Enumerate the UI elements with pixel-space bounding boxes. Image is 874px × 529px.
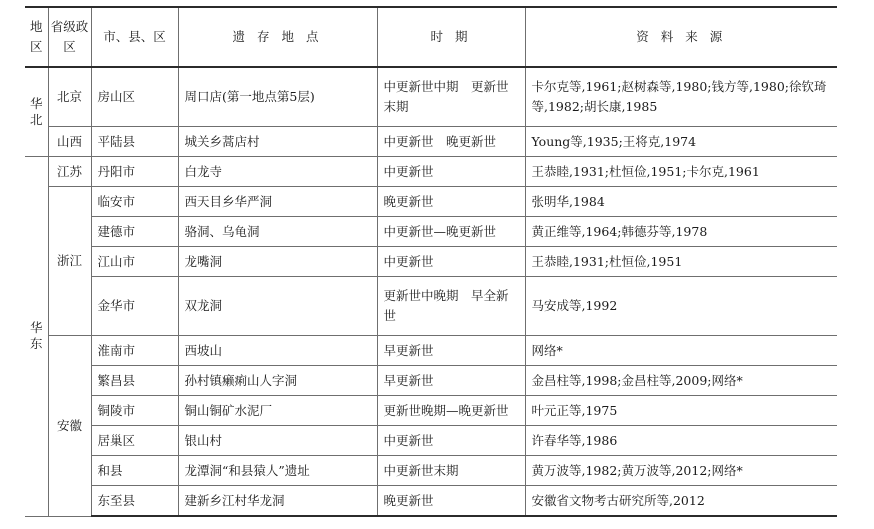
region-cell-north: 华北 [25,67,48,157]
table-row [25,456,837,486]
source-cell: Young等,1935;王将克,1974 [525,127,837,157]
table-row [25,127,837,157]
header-period: 时 期 [377,7,525,67]
province-cell-jiangsu: 江苏 [48,157,91,187]
source-cell: 张明华,1984 [525,187,837,217]
region-cell-east: 华东 [25,157,48,517]
period-cell: 中更新世 [377,247,525,277]
county-cell: 淮南市 [91,336,178,366]
province-cell-zhejiang: 浙江 [48,187,91,336]
source-cell: 安徽省文物考古研究所等,2012 [525,486,837,517]
province-cell-beijing: 北京 [48,67,91,127]
period-cell: 中更新世 晚更新世 [377,127,525,157]
site-cell: 双龙洞 [178,277,377,336]
site-cell: 西坡山 [178,336,377,366]
table-row [25,366,837,396]
table-row [25,157,837,187]
table-row [25,187,837,217]
province-cell-shanxi: 山西 [48,127,91,157]
source-cell: 许春华等,1986 [525,426,837,456]
table-row [25,247,837,277]
header-source: 资 料 来 源 [525,7,837,67]
period-cell: 晚更新世 [377,486,525,517]
table-row [25,336,837,366]
fossil-sites-table [25,6,837,517]
period-cell: 更新世晚期—晚更新世 [377,396,525,426]
site-cell: 银山村 [178,426,377,456]
county-cell: 东至县 [91,486,178,517]
table-row [25,67,837,127]
table-row [25,426,837,456]
header-province: 省级政区 [48,7,91,67]
source-cell: 黄正维等,1964;韩德芬等,1978 [525,217,837,247]
source-cell: 叶元正等,1975 [525,396,837,426]
county-cell: 居巢区 [91,426,178,456]
county-cell: 建德市 [91,217,178,247]
table-body [25,67,837,516]
county-cell: 繁昌县 [91,366,178,396]
period-cell: 早更新世 [377,336,525,366]
source-cell: 王恭睦,1931;杜恒俭,1951;卡尔克,1961 [525,157,837,187]
table-row [25,396,837,426]
source-cell: 王恭睦,1931;杜恒俭,1951 [525,247,837,277]
site-cell: 铜山铜矿水泥厂 [178,396,377,426]
table-row [25,217,837,247]
county-cell: 铜陵市 [91,396,178,426]
table-row [25,486,837,517]
source-cell: 马安成等,1992 [525,277,837,336]
county-cell: 房山区 [91,67,178,127]
header-region: 地区 [25,7,48,67]
period-cell: 早更新世 [377,366,525,396]
province-cell-anhui: 安徽 [48,336,91,517]
header-site: 遗 存 地 点 [178,7,377,67]
table-header [25,7,837,67]
site-cell: 城关乡蒿店村 [178,127,377,157]
period-cell: 中更新世末期 [377,456,525,486]
site-cell: 孙村镇癞痢山人字洞 [178,366,377,396]
period-cell: 中更新世中期 更新世末期 [377,67,525,127]
period-cell: 中更新世 [377,426,525,456]
source-cell: 卡尔克等,1961;赵树森等,1980;钱方等,1980;徐钦琦等,1982;胡长康,1985 [525,67,837,127]
period-cell: 中更新世—晚更新世 [377,217,525,247]
period-cell: 更新世中晚期 早全新世 [377,277,525,336]
site-cell: 龙潭洞“和县猿人”遗址 [178,456,377,486]
site-cell: 龙嘴洞 [178,247,377,277]
period-cell: 晚更新世 [377,187,525,217]
county-cell: 和县 [91,456,178,486]
source-cell: 黄万波等,1982;黄万波等,2012;网络* [525,456,837,486]
county-cell: 平陆县 [91,127,178,157]
source-cell: 金昌柱等,1998;金昌柱等,2009;网络* [525,366,837,396]
site-cell: 周口店(第一地点第5层) [178,67,377,127]
period-cell: 中更新世 [377,157,525,187]
site-cell: 建新乡江村华龙洞 [178,486,377,517]
site-cell: 白龙寺 [178,157,377,187]
table-container [25,6,837,517]
county-cell: 金华市 [91,277,178,336]
source-cell: 网络* [525,336,837,366]
site-cell: 骆洞、乌龟洞 [178,217,377,247]
site-cell: 西天目乡华严洞 [178,187,377,217]
county-cell: 临安市 [91,187,178,217]
table-row [25,277,837,336]
county-cell: 江山市 [91,247,178,277]
county-cell: 丹阳市 [91,157,178,187]
header-county: 市、县、区 [91,7,178,67]
